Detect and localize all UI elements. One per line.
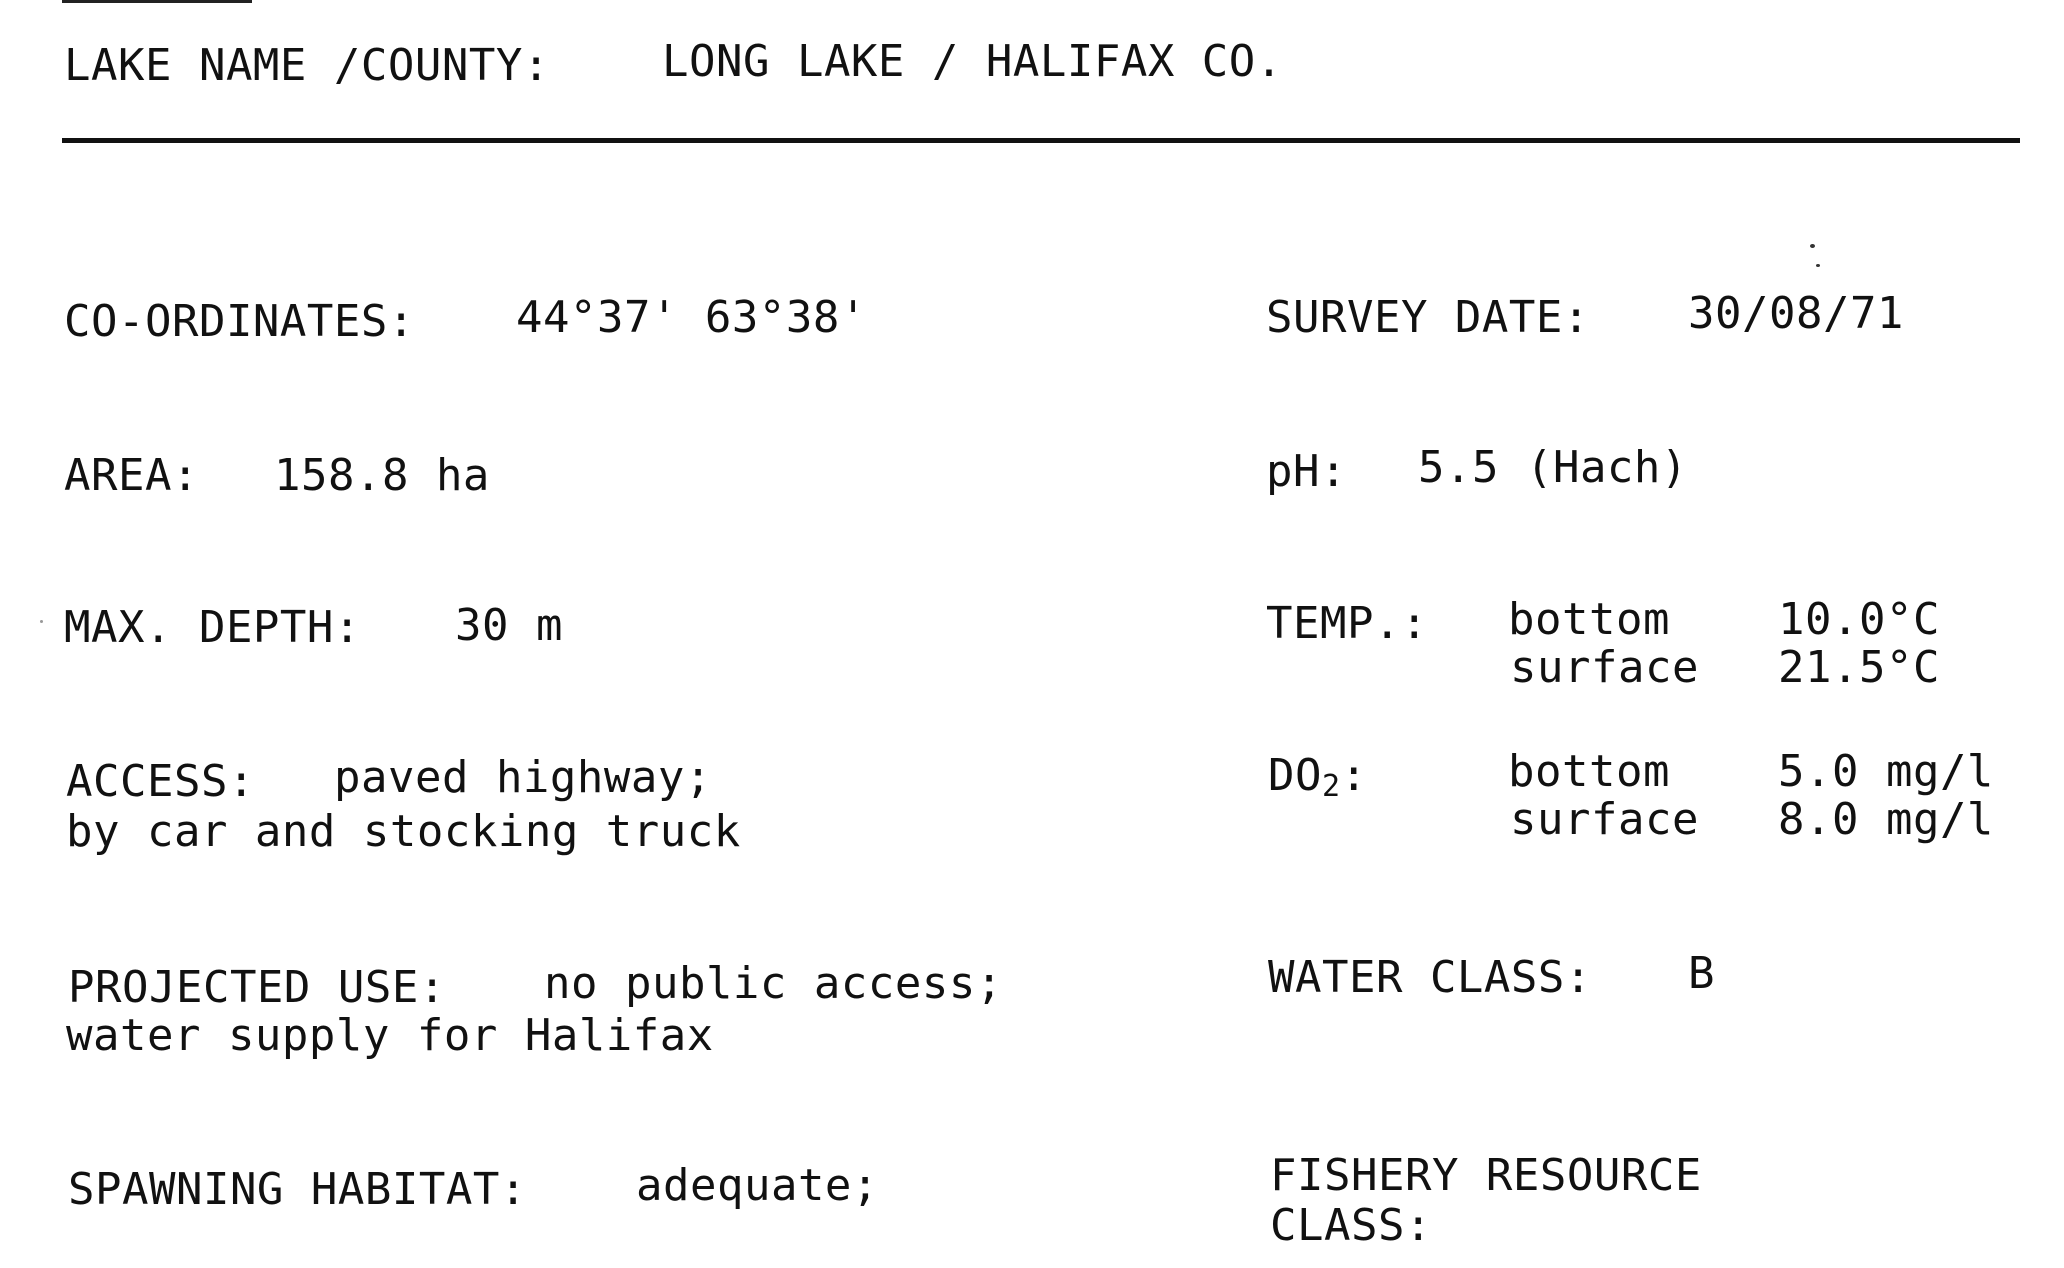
fishery-resource-label-line-1: FISHERY RESOURCE bbox=[1270, 1150, 1702, 1201]
scan-speck bbox=[40, 620, 43, 623]
fishery-resource-label-line-2: CLASS: bbox=[1270, 1200, 1432, 1251]
coordinates-value: 44°37' 63°38' bbox=[516, 292, 867, 343]
header-divider bbox=[62, 138, 2020, 143]
lake-name-label: LAKE NAME /COUNTY: bbox=[64, 40, 550, 91]
max-depth-value: 30 m bbox=[455, 600, 563, 651]
water-class-value: B bbox=[1688, 948, 1715, 999]
do-bottom-value: 5.0 mg/l bbox=[1778, 746, 1994, 797]
scan-speck bbox=[1810, 244, 1815, 248]
ph-label: pH: bbox=[1266, 446, 1347, 497]
ph-value: 5.5 (Hach) bbox=[1418, 442, 1688, 493]
access-line-2: by car and stocking truck bbox=[66, 806, 741, 857]
temp-surface-label: surface bbox=[1510, 642, 1699, 693]
temp-surface-value: 21.5°C bbox=[1778, 642, 1940, 693]
survey-date-label: SURVEY DATE: bbox=[1266, 292, 1590, 343]
dissolved-oxygen-label: $DO_2$: bbox=[1268, 750, 1368, 804]
do-bottom-label: bottom bbox=[1508, 746, 1670, 797]
temp-bottom-label: bottom bbox=[1508, 594, 1670, 645]
spawning-habitat-value: adequate; bbox=[636, 1160, 879, 1211]
max-depth-label: MAX. DEPTH: bbox=[64, 602, 361, 653]
projected-use-line-2: water supply for Halifax bbox=[66, 1010, 714, 1061]
projected-use-line-1: no public access; bbox=[544, 958, 1003, 1009]
projected-use-label: PROJECTED USE: bbox=[68, 962, 446, 1013]
water-class-label: WATER CLASS: bbox=[1268, 952, 1592, 1003]
lake-name-value: LONG LAKE / HALIFAX CO. bbox=[662, 36, 1283, 87]
spawning-habitat-label: SPAWNING HABITAT: bbox=[68, 1164, 527, 1215]
do-surface-value: 8.0 mg/l bbox=[1778, 794, 1994, 845]
temp-label: TEMP.: bbox=[1266, 598, 1428, 649]
scan-speck bbox=[1816, 264, 1820, 267]
area-label: AREA: bbox=[64, 450, 199, 501]
access-label: ACCESS: bbox=[66, 756, 255, 807]
area-value: 158.8 ha bbox=[274, 450, 490, 501]
survey-date-value: 30/08/71 bbox=[1688, 288, 1904, 339]
temp-bottom-value: 10.0°C bbox=[1778, 594, 1940, 645]
access-line-1: paved highway; bbox=[334, 752, 712, 803]
coordinates-label: CO-ORDINATES: bbox=[64, 296, 415, 347]
top-edge-line bbox=[62, 0, 252, 3]
do-surface-label: surface bbox=[1510, 794, 1699, 845]
